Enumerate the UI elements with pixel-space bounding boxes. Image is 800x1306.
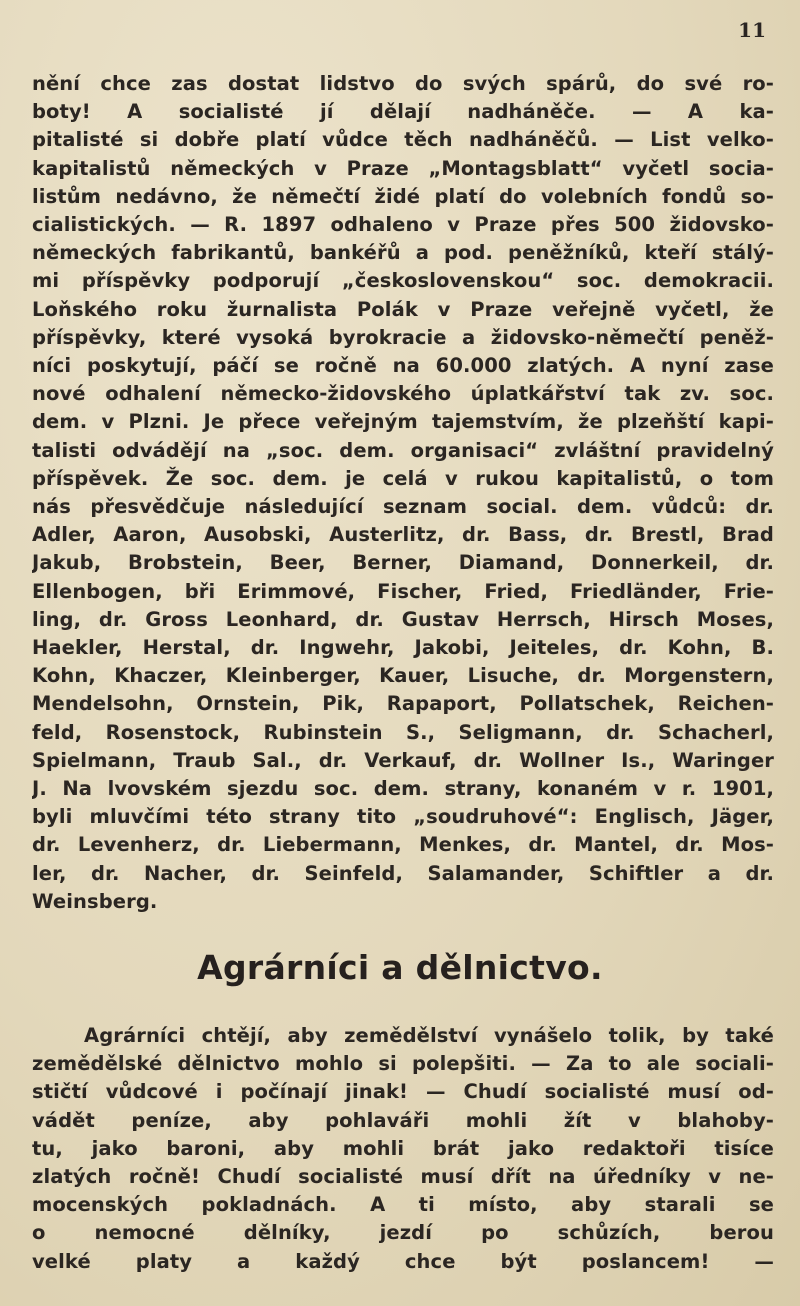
text-line: mi příspěvky podporují „československou“ soc. demokracii. [32,269,774,293]
text-line: Loňského roku žurnalista Polák v Praze veřejně vyčetl, že [32,297,774,321]
text-line: listům nedávno, že němečtí židé platí do volebních fondů so- [32,184,774,208]
section-heading: Agrárníci a dělnictvo. [197,948,603,987]
text-line: Kohn, Khaczer, Kleinberger, Kauer, Lisuche, dr. Morgenstern, [32,664,774,688]
text-line: stičtí vůdcové i počínají jinak! — Chudí socialisté musí od- [32,1080,774,1104]
text-line: cialistických. — R. 1897 odhaleno v Praze přes 500 židovsko- [32,213,774,237]
text-line: vádět peníze, aby pohlaváři mohli žít v blahoby- [32,1108,774,1132]
text-line: feld, Rosenstock, Rubinstein S., Seligmann, dr. Schacherl, [32,720,774,744]
text-line: o nemocné dělníky, jezdí po schůzích, berou [32,1221,774,1245]
text-line: nové odhalení německo-židovského úplatkářství tak zv. soc. [32,382,774,406]
text-line: níci poskytují, páčí se ročně na 60.000 zlatých. A nyní zase [32,354,774,378]
text-line: nění chce zas dostat lidstvo do svých spárů, do své ro- [32,72,774,95]
text-line: německých fabrikantů, bankéřů a pod. peněžníků, kteří stálý- [32,241,774,265]
text-line: velké platy a každý chce být poslancem! — [32,1249,774,1273]
text-line: zemědělské dělnictvo mohlo si polepšiti. — Za to ale sociali- [32,1052,774,1076]
text-line: příspěvky, které vysoká byrokracie a židovsko-němečtí peněž- [32,325,774,349]
text-line: dr. Levenherz, dr. Liebermann, Menkes, dr. Mantel, dr. Mos- [32,833,774,857]
text-line: Jakub, Brobstein, Beer, Berner, Diamand, Donnerkeil, dr. [32,551,774,575]
text-line: příspěvek. Že soc. dem. je celá v rukou kapitalistů, o tom [32,466,774,490]
text-line: boty! A socialisté jí dělají nadháněče. — A ka- [32,100,774,124]
text-line: pitalisté si dobře platí vůdce těch nadháněčů. — List velko- [32,128,774,152]
text-line: kapitalistů německých v Praze „Montagsblatt“ vyčetl socia- [32,156,774,180]
text-line: tu, jako baroni, aby mohli brát jako redaktoři tisíce [32,1136,774,1160]
text-line: ling, dr. Gross Leonhard, dr. Gustav Herrsch, Hirsch Moses, [32,607,774,631]
text-line: Weinsberg. [32,889,158,913]
text-line: Agrárníci chtějí, aby zemědělství vynášelo tolik, by také [84,1024,774,1047]
page-number: 11 [738,18,766,42]
text-line: byli mluvčími této strany tito „soudruhové“: Englisch, Jäger, [32,805,774,829]
text-line: Mendelsohn, Ornstein, Pik, Rapaport, Pollatschek, Reichen- [32,692,774,716]
paragraph-2 [32,1022,774,1276]
text-line: Ellenbogen, bři Erimmové, Fischer, Fried, Friedländer, Frie- [32,579,774,603]
text-line: ler, dr. Nacher, dr. Seinfeld, Salamander, Schiftler a dr. [32,861,774,885]
paragraph-1 [32,70,774,916]
text-line: Adler, Aaron, Ausobski, Austerlitz, dr. Bass, dr. Brestl, Brad [32,523,774,547]
text-line: J. Na lvovském sjezdu soc. dem. strany, konaném v r. 1901, [32,777,774,801]
text-line: dem. v Plzni. Je přece veřejným tajemstvím, že plzeňští kapi- [32,410,774,434]
text-line: Spielmann, Traub Sal., dr. Verkauf, dr. Wollner Is., Waringer [32,748,774,772]
text-line: nás přesvědčuje následující seznam social. dem. vůdců: dr. [32,495,774,519]
text-line: Haekler, Herstal, dr. Ingwehr, Jakobi, Jeiteles, dr. Kohn, B. [32,636,774,660]
text-line: zlatých ročně! Chudí socialisté musí dřít na úředníky v ne- [32,1165,774,1189]
text-line: talisti odvádějí na „soc. dem. organisaci“ zvláštní pravidelný [32,438,774,462]
text-line: mocenských pokladnách. A ti místo, aby starali se [32,1193,774,1217]
